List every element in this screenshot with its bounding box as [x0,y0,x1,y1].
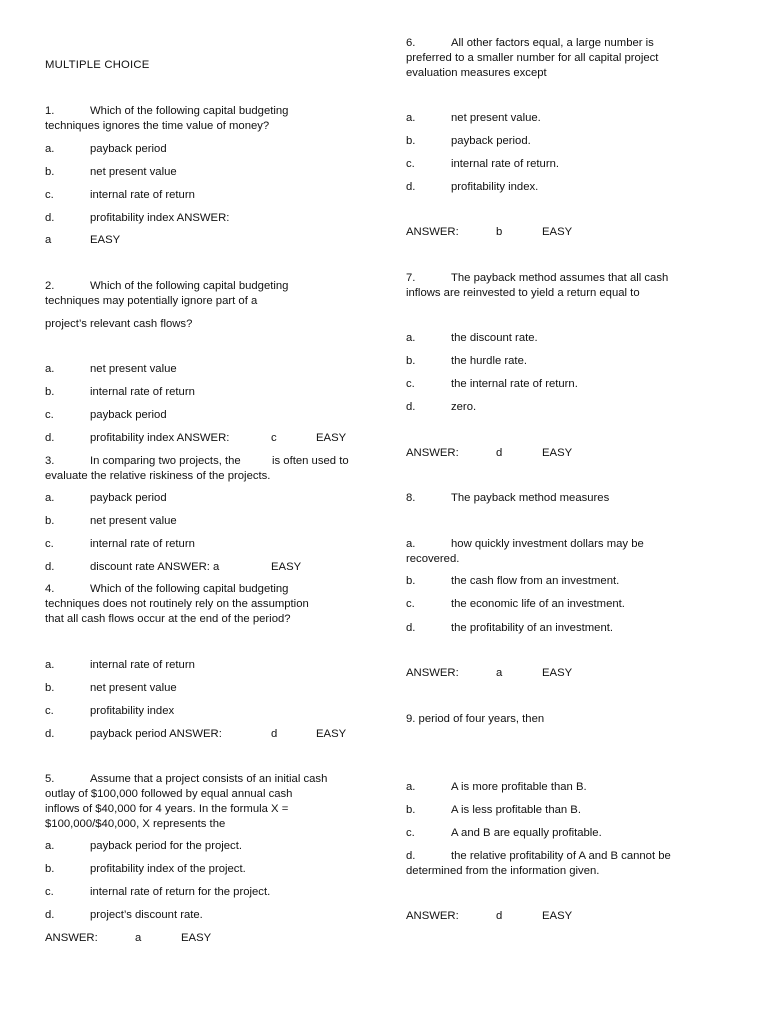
option-key: d. [406,850,416,862]
option-d [45,211,230,226]
question-6-text: All other factors equal, a large number is [451,37,654,49]
option-c [45,408,167,423]
option-c [406,377,578,392]
option-d [406,400,477,415]
answer-label: ANSWER: [406,226,459,238]
difficulty-label: EASY [181,932,212,944]
option-key: a. [45,143,55,155]
answer-line [45,233,121,248]
option-a [45,491,167,506]
option-key: c. [45,189,54,201]
option-key: d. [406,401,416,413]
option-d [45,431,347,446]
option-c [406,597,625,612]
option-text: internal rate of return [90,386,195,398]
section-heading: MULTIPLE CHOICE [45,59,150,71]
answer-line [406,446,573,461]
option-text: the internal rate of return. [451,378,578,390]
option-text: net present value. [451,112,541,124]
option-text: profitability index ANSWER: [90,432,230,444]
question-8-line [406,491,610,506]
option-b [45,514,177,529]
question-3-text-cont: is often used to [272,455,349,467]
answer-letter: d [496,447,503,459]
option-c [406,826,602,841]
option-key: b. [406,135,416,147]
option-text: internal rate of return [90,538,195,550]
answer-line [45,931,212,946]
option-text: internal rate of return [90,189,195,201]
question-6-text-line2: preferred to a smaller number for all capital project [406,52,659,64]
option-b [45,165,177,180]
option-key: b. [45,166,55,178]
option-text: net present value [90,166,177,178]
option-key: c. [45,705,54,717]
question-3-text: In comparing two projects, the [90,455,241,467]
difficulty-label: EASY [90,234,121,246]
option-text: profitability index. [451,181,539,193]
option-d [45,727,347,742]
question-6-text-line3: evaluation measures except [406,67,547,79]
question-7-text-line2: inflows are reinvested to yield a return equal to [406,287,640,299]
option-b [406,134,531,149]
question-6-number: 6. [406,37,416,49]
question-4-text-line3: that all cash flows occur at the end of the period? [45,613,291,625]
option-key: c. [45,409,54,421]
option-text: net present value [90,515,177,527]
question-5-text-line4: $100,000/$40,000, X represents the [45,818,226,830]
option-key: c. [406,378,415,390]
option-a [45,658,195,673]
answer-letter: c [271,432,277,444]
question-1-text: Which of the following capital budgeting [90,105,289,117]
option-key: b. [406,804,416,816]
option-key: a. [406,538,416,550]
option-key: a. [45,492,55,504]
option-a [406,331,538,346]
option-d [45,560,302,575]
question-5-text-line2: outlay of $100,000 followed by equal annual cash [45,788,293,800]
question-4-text: Which of the following capital budgeting [90,583,289,595]
option-text: payback period [90,409,167,421]
question-8-number: 8. [406,492,416,504]
option-key: b. [406,575,416,587]
option-text: profitability index [90,705,175,717]
question-4-number: 4. [45,583,55,595]
option-key: a. [45,659,55,671]
answer-letter: a [45,234,52,246]
option-c [45,188,195,203]
option-b [406,354,527,369]
question-5-number: 5. [45,773,55,785]
option-key: d. [406,181,416,193]
option-b [45,862,246,877]
answer-line [406,666,573,681]
option-text: payback period for the project. [90,840,242,852]
option-a [45,142,167,157]
answer-label: ANSWER: [45,932,98,944]
option-text: the cash flow from an investment. [451,575,620,587]
option-a [406,537,644,552]
option-key: a. [45,840,55,852]
option-key: d. [45,728,55,740]
option-text: zero. [451,401,477,413]
option-key: c. [406,827,415,839]
option-d [406,180,539,195]
option-b [45,681,177,696]
question-1-number: 1. [45,105,55,117]
question-4-line [45,582,289,597]
option-a [45,362,177,377]
option-text: internal rate of return. [451,158,560,170]
option-a-line2: recovered. [406,553,460,565]
answer-line [406,909,573,924]
option-c [45,704,175,719]
option-a [406,780,587,795]
difficulty-label: EASY [542,226,573,238]
option-key: c. [406,158,415,170]
question-2-line [45,279,289,294]
option-key: a. [406,781,416,793]
question-2-text-line3: project’s relevant cash flows? [45,318,193,330]
option-text: how quickly investment dollars may be [451,538,644,550]
option-key: d. [45,561,55,573]
option-text: internal rate of return [90,659,195,671]
difficulty-label: EASY [542,447,573,459]
option-c [406,157,560,172]
question-7-line [406,271,669,286]
option-text: discount rate ANSWER: a [90,561,220,573]
option-text: payback period [90,492,167,504]
question-5-text-line3: inflows of $40,000 for 4 years. In the formula X = [45,803,289,815]
option-b [45,385,195,400]
option-key: b. [45,682,55,694]
difficulty-label: EASY [316,432,347,444]
answer-letter: d [496,910,503,922]
option-key: b. [45,863,55,875]
option-a [406,111,541,126]
question-3-text-line2: evaluate the relative riskiness of the projects. [45,470,271,482]
option-text: net present value [90,682,177,694]
option-text: the discount rate. [451,332,538,344]
option-key: b. [45,515,55,527]
option-text: payback period ANSWER: [90,728,222,740]
option-text: project’s discount rate. [90,909,203,921]
difficulty-label: EASY [542,667,573,679]
option-text: A is more profitable than B. [451,781,587,793]
option-a [45,839,242,854]
difficulty-label: EASY [316,728,347,740]
question-7-text: The payback method assumes that all cash [451,272,669,284]
option-key: c. [45,886,54,898]
option-text: the hurdle rate. [451,355,527,367]
answer-label: ANSWER: [406,667,459,679]
option-text: payback period [90,143,167,155]
answer-line [406,225,573,240]
option-key: d. [45,909,55,921]
option-b [406,574,620,589]
option-key: c. [45,538,54,550]
question-3-line [45,454,349,469]
option-text: the economic life of an investment. [451,598,625,610]
question-1-line [45,104,289,119]
question-6-line [406,36,654,51]
option-d [406,849,671,864]
question-3-number: 3. [45,455,55,467]
option-key: a. [406,112,416,124]
option-text: profitability index of the project. [90,863,246,875]
answer-label: ANSWER: [406,447,459,459]
option-text: net present value [90,363,177,375]
option-text: the relative profitability of A and B cannot be [451,850,671,862]
option-text: internal rate of return for the project. [90,886,271,898]
option-text: payback period. [451,135,531,147]
difficulty-label: EASY [271,561,302,573]
question-2-text: Which of the following capital budgeting [90,280,289,292]
option-key: d. [45,432,55,444]
option-key: c. [406,598,415,610]
option-text: A and B are equally profitable. [451,827,602,839]
option-d-line2: determined from the information given. [406,865,600,877]
option-c [45,885,271,900]
answer-letter: a [135,932,142,944]
option-key: a. [406,332,416,344]
question-2-number: 2. [45,280,55,292]
question-7-number: 7. [406,272,416,284]
question-4-text-line2: techniques does not routinely rely on the assumption [45,598,309,610]
question-1-text-line2: techniques ignores the time value of money? [45,120,270,132]
option-c [45,537,195,552]
answer-label: ANSWER: [406,910,459,922]
difficulty-label: EASY [542,910,573,922]
option-b [406,803,581,818]
option-key: b. [45,386,55,398]
option-text: A is less profitable than B. [451,804,581,816]
option-text: profitability index ANSWER: [90,212,230,224]
option-key: d. [45,212,55,224]
option-d [45,908,203,923]
answer-letter: d [271,728,278,740]
answer-letter: b [496,226,503,238]
question-9-text: 9. period of four years, then [406,713,545,725]
question-8-text: The payback method measures [451,492,610,504]
option-key: d. [406,622,416,634]
option-d [406,621,614,636]
answer-letter: a [496,667,503,679]
option-key: a. [45,363,55,375]
question-5-line [45,772,328,787]
option-key: b. [406,355,416,367]
question-2-text-line2: techniques may potentially ignore part of a [45,295,258,307]
option-text: the profitability of an investment. [451,622,614,634]
question-5-text: Assume that a project consists of an initial cash [90,773,328,785]
